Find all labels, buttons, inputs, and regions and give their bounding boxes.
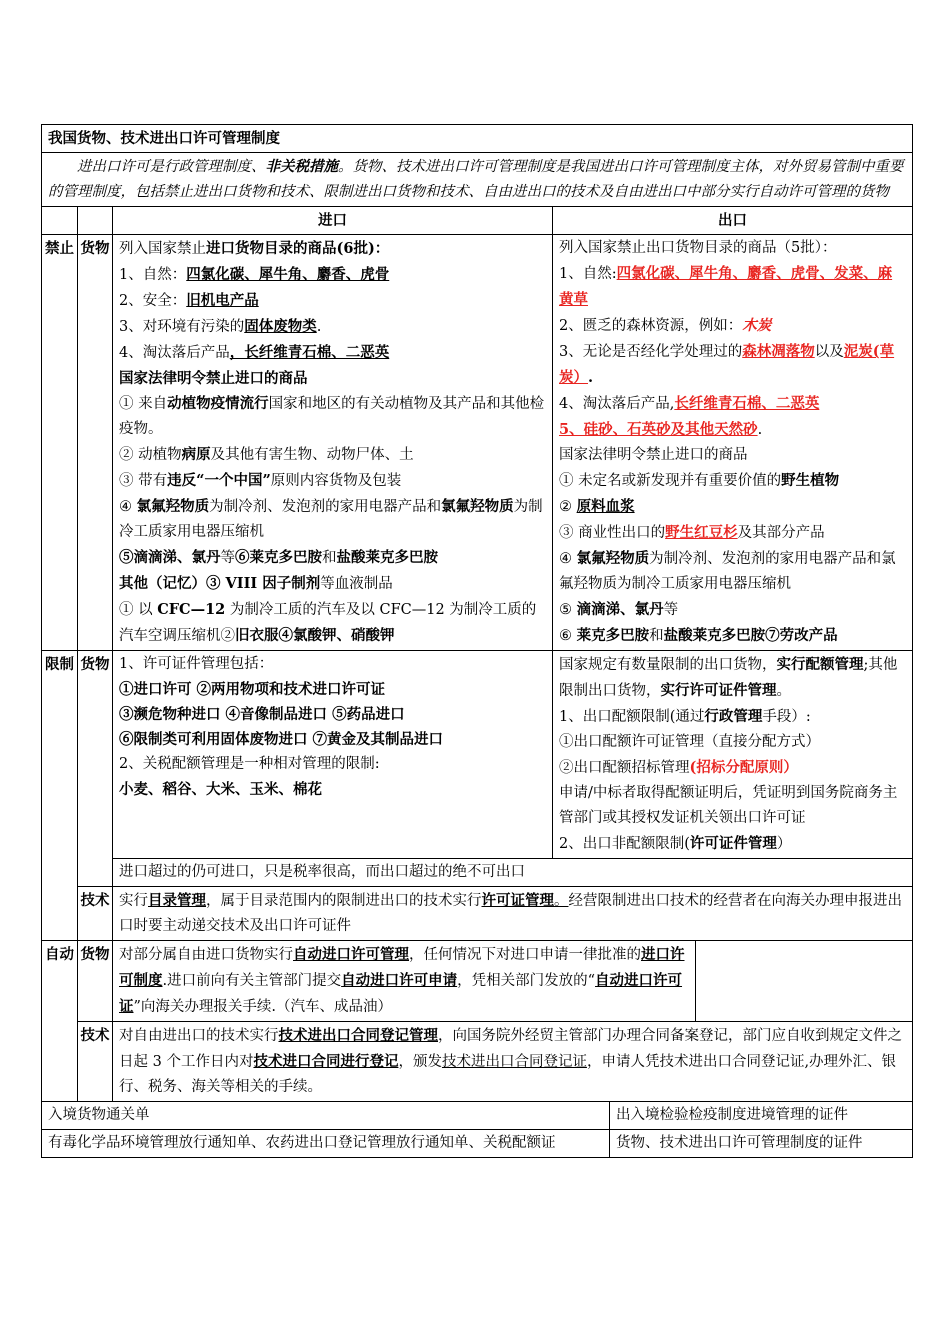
header-import: 进口 [113,207,553,235]
ban-import-cell: 列入国家禁止进口货物目录的商品(6批)： 1、自然：四氯化碳、犀牛角、麝香、虎骨 2、安全：旧机电产品 3、对环境有污染的固体废物类. 4、淘汰落后产品，长纤维青石棉、二恶英 国家法律明令禁止进口的商品 ① 来自动植物疫情流行国家和地区的有关动植物及其产品和其他检疫物。 ② 动植物病原及其他有害生物、动物尸体、土 ③ 带有违反“一个中国”原则内容货物及包装 ④ 氯氟羟物质为制冷剂、发泡剂的家用电器产品和氯氟羟物质为制冷工质家用电器压缩机 ⑤滴滴涕、氯丹等⑥莱克多巴胺和盐酸莱克多巴胺 其他（记忆）③ VIII 因子制剂等血液制品 ① 以 CFC—12 为制冷工质的汽车及以 CFC—12 为制冷工质的汽车空调压缩机②旧衣服④氯酸钾、硝酸钾 [113,235,553,651]
label-ban-goods: 货物 [78,235,113,651]
label-auto-tech: 技术 [78,1022,113,1102]
restrict-import-cell: 1、许可证件管理包括： ①进口许可 ②两用物项和技术进口许可证 ③濒危物种进口 ④音像制品进口 ⑤药品进口 ⑥限制类可利用固体废物进口 ⑦黄金及其制品进口 2、关税配额管理是一种相对管理的限制: 小麦、稻谷、大米、玉米、棉花 [113,651,553,859]
auto-tech-cell: 对自由进出口的技术实行技术进出口合同登记管理，向国务院外经贸主管部门办理合同备案登记，部门应自收到规定文件之日起 3 个工作日内对技术进口合同进行登记，颁发技术进出口合同登记证，申请人凭技术进出口合同登记证,办理外汇、银行、税务、海关等相关的手续。 [113,1022,913,1102]
label-auto-goods: 货物 [78,941,113,1022]
footer-license-docs: 货物、技术进出口许可管理制度的证件 [610,1130,913,1158]
main-table [41,124,913,1102]
footer-inspection: 出入境检验检疫制度进境管理的证件 [610,1102,913,1130]
auto-goods-cell: 对部分属自由进口货物实行自动进口许可管理，任何情况下对进口申请一律批准的进口许可制度.进口前向有关主管部门提交自动进口许可申请，凭相关部门发放的“自动进口许可证”向海关办理报关手续.（汽车、成品油） [113,941,696,1022]
restrict-export-cell: 国家规定有数量限制的出口货物，实行配额管理;其他限制出口货物，实行许可证件管理。 1、出口配额限制(通过行政管理手段）: ①出口配额许可证管理（直接分配方式） ②出口配额招标管理(招标分配原则） 申请/中标者取得配额证明后，凭证明到国务院商务主管部门或其授权发证机关领出口许可证 2、出口非配额限制(许可证件管理） [553,651,913,859]
document [41,124,912,1158]
label-auto: 自动 [42,941,78,1102]
table-title: 我国货物、技术进出口许可管理制度 [42,125,913,153]
footer-table [41,1101,913,1158]
label-restrict-goods: 货物 [78,651,113,887]
label-restrict-tech: 技术 [78,887,113,941]
restrict-note: 进口超过的仍可进口，只是税率很高，而出口超过的绝不可出口 [113,859,913,887]
label-restrict: 限制 [42,651,78,941]
footer-entry-clearance: 入境货物通关单 [42,1102,610,1130]
restrict-tech-cell: 实行目录管理，属于目录范围内的限制进出口的技术实行许可证管理。经营限制进出口技术的经营者在向海关办理申报进出口时要主动递交技术及出口许可证件 [113,887,913,941]
header-blank-2 [78,207,113,235]
footer-certificates: 有毒化学品环境管理放行通知单、农药进出口登记管理放行通知单、关税配额证 [42,1130,610,1158]
label-ban: 禁止 [42,235,78,651]
ban-export-cell: 列入国家禁止出口货物目录的商品（5批）： 1、自然:四氯化碳、犀牛角、麝香、虎骨、发菜、麻黄草 2、匮乏的森林资源，例如：木炭 3、无论是否经化学处理过的森林凋落物以及泥炭(草炭）. 4、淘汰落后产品,长纤维青石棉、二恶英 5、硅砂、石英砂及其他天然砂. 国家法律明令禁止进口的商品 ① 未定名或新发现并有重要价值的野生植物 ② 原料血浆 ③ 商业性出口的野生红豆杉及其部分产品 ④ 氯氟羟物质为制冷剂、发泡剂的家用电器产品和氯氟羟物质为制冷工质家用电器压缩机 ⑤ 滴滴涕、氯丹等 ⑥ 莱克多巴胺和盐酸莱克多巴胺⑦劳改产品 [553,235,913,651]
intro-paragraph: 进出口许可是行政管理制度、非关税措施。货物、技术进出口许可管理制度是我国进出口许可管理制度主体，对外贸易管制中重要的管理制度，包括禁止进出口货物和技术、限制进出口货物和技术、自由进出口的技术及自由进出口中部分实行自动许可管理的货物 [42,153,913,207]
header-export: 出口 [553,207,913,235]
auto-goods-blank [696,941,913,1022]
header-blank-1 [42,207,78,235]
